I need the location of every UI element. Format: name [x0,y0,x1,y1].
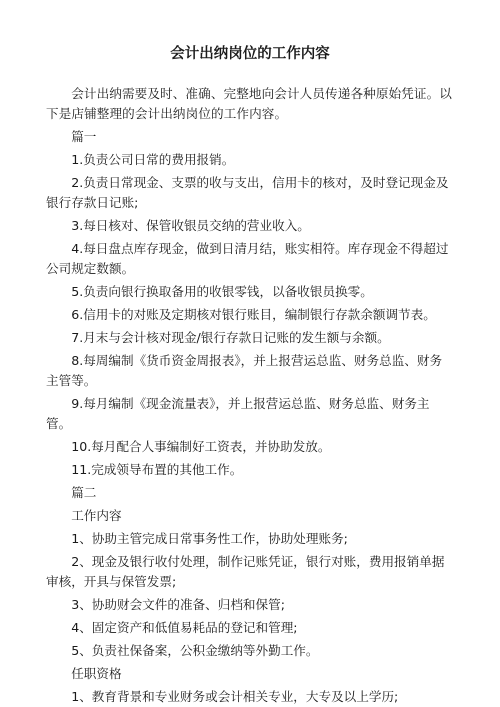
list-item: 3、协助财会文件的准备、归档和保管; [71,597,285,612]
document-title: 会计出纳岗位的工作内容 [170,46,330,62]
list-item: 1、协助主管完成日常事务性工作，协助处理账务; [71,531,348,546]
list-item: 5.负责向银行换取备用的收银零钱，以备收银员换零。 [71,284,373,299]
subheading-work-content: 工作内容 [71,508,122,523]
list-item: 8.每周编制《货币资金周报表》，并上报营运总监、财务总监、财务主管等。 [46,353,443,388]
list-item: 7.月末与会计核对现金/银行存款日记账的发生额与余额。 [71,330,390,345]
list-item: 10.每月配合人事编制好工资表，并协助发放。 [71,439,331,454]
section-heading-1: 篇一 [71,129,97,144]
list-item: 1、教育背景和专业财务或会计相关专业，大专及以上学历; [71,689,399,704]
list-item: 2.负责日常现金、支票的收与支出，信用卡的核对，及时登记现金及银行存款日记账; [46,175,449,210]
list-item: 9.每月编制《现金流量表》，并上报营运总监、财务总监、财务主管。 [46,396,430,431]
list-item: 5、负责社保备案，公积金缴纳等外勤工作。 [71,643,319,658]
list-item: 2、现金及银行收付处理，制作记账凭证，银行对账，费用报销单据审核，开具与保管发票; [46,554,445,589]
subheading-qualifications: 任职资格 [71,666,122,681]
list-item: 1.负责公司日常的费用报销。 [71,152,235,167]
list-item: 11.完成领导布置的其他工作。 [71,462,243,477]
list-item: 3.每日核对、保管收银员交纳的营业收入。 [71,218,310,233]
list-item: 6.信用卡的对账及定期核对银行账目，编制银行存款余额调节表。 [71,307,436,322]
section-heading-2: 篇二 [71,485,97,500]
intro-paragraph: 会计出纳需要及时、准确、完整地向会计人员传递各种原始凭证。以下是店铺整理的会计出纳岗位的工作内容。 [46,86,452,121]
list-item: 4、固定资产和低值易耗品的登记和管理; [71,620,298,635]
list-item: 4.每日盘点库存现金，做到日清月结，账实相符。库存现金不得超过公司规定数额。 [46,241,449,276]
